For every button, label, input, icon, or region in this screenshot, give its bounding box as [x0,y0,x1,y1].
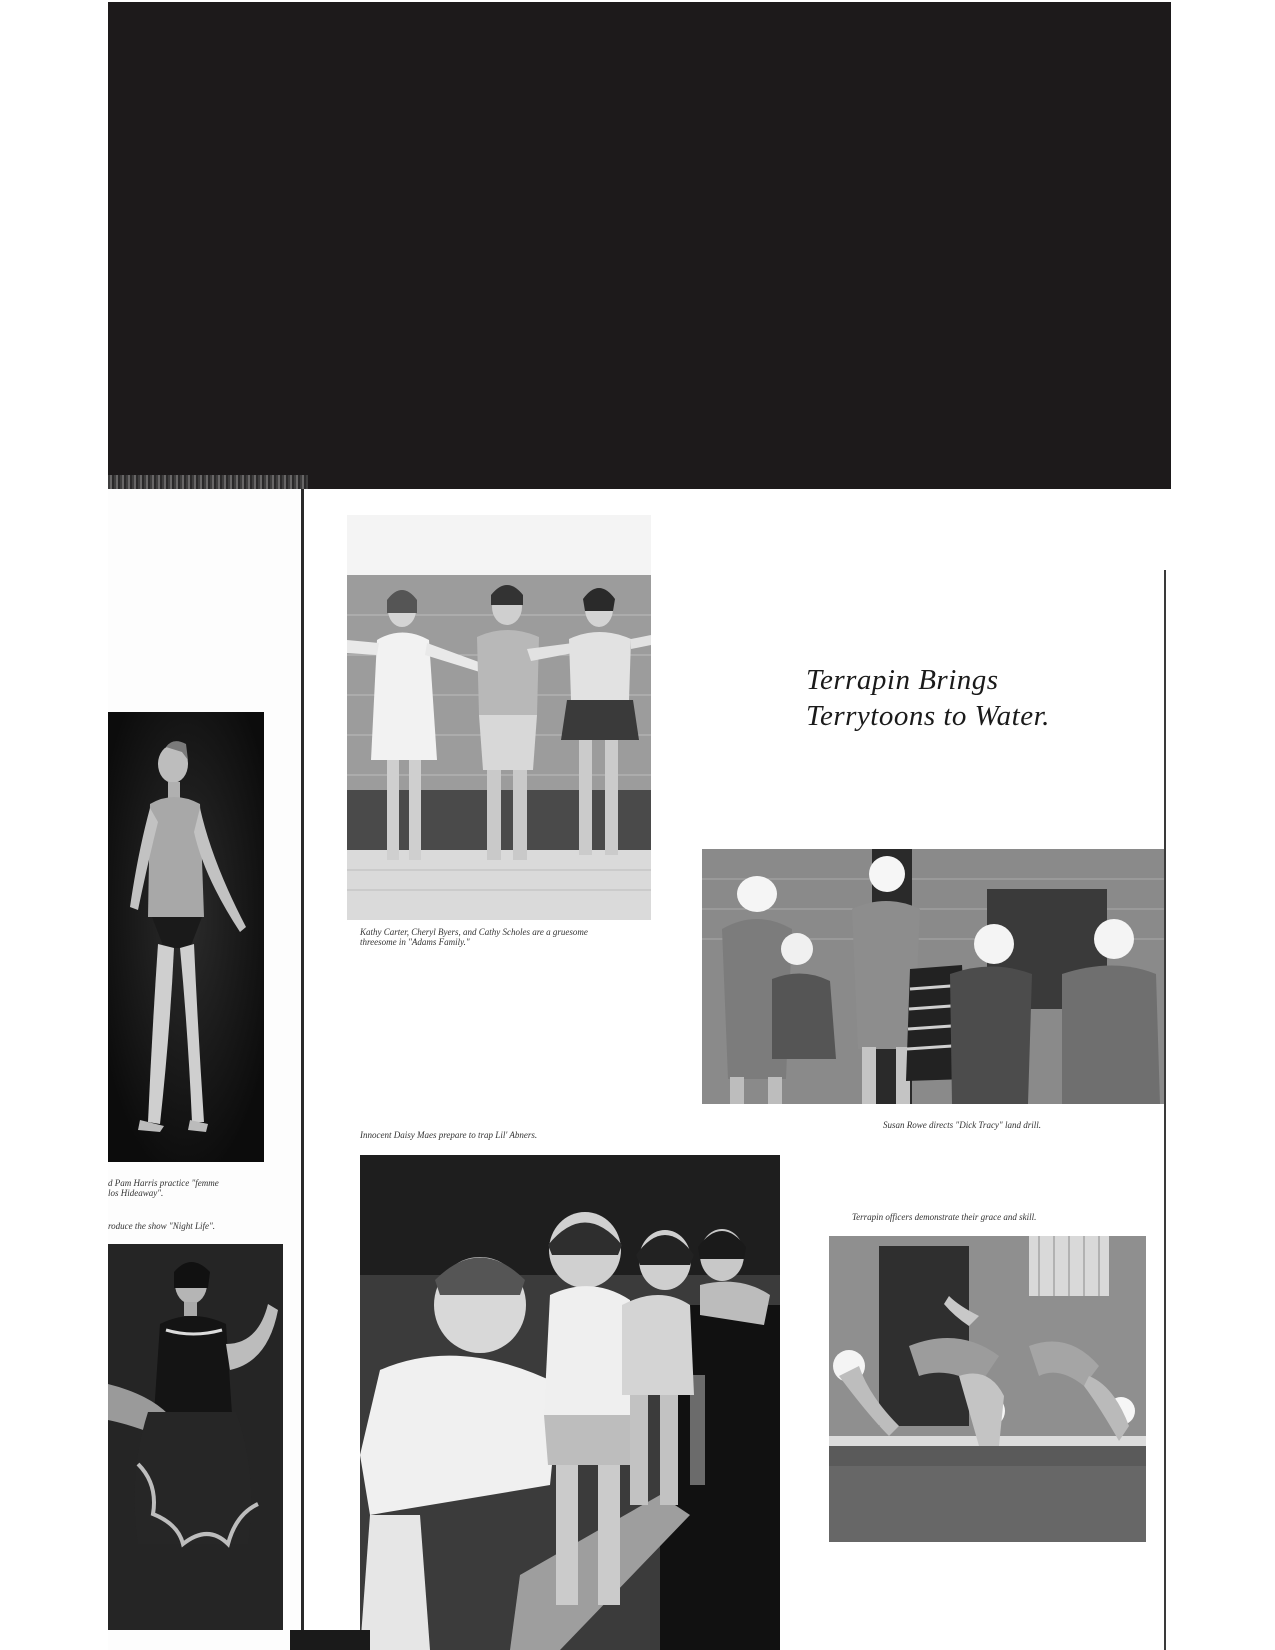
photo-daisy-maes [360,1155,780,1650]
caption-left-line2: los Hideaway". [108,1188,164,1198]
caption-left-night-life: roduce the show "Night Life". [108,1221,215,1231]
caption-left-line1: d Pam Harris practice "femme [108,1178,219,1188]
dark-photo-band [108,2,1171,489]
caption-adams-family: Kathy Carter, Cheryl Byers, and Cathy Scholes are a gruesome threesome in "Adams Family." [360,927,588,947]
headline-line-1: Terrapin Brings [806,664,999,696]
photo-terrapin-officers [829,1236,1146,1542]
headline-line-2: Terrytoons to Water. [806,700,1050,732]
photo-adams-family [347,515,651,920]
bottom-corner-shadow [290,1630,370,1650]
page-gutter [301,489,304,1650]
caption-dick-tracy: Susan Rowe directs "Dick Tracy" land drill. [883,1120,1041,1130]
page-headline [806,662,1146,734]
photo-swimsuit-performer [108,712,264,1162]
caption-left-femme [108,1178,258,1198]
caption-officers: Terrapin officers demonstrate their grace and skill. [852,1212,1037,1222]
photo-dick-tracy-drill [702,849,1164,1104]
caption-daisy-maes: Innocent Daisy Maes prepare to trap Lil' Abners. [360,1130,538,1140]
page-edge [1164,570,1166,1650]
torn-edge [108,475,308,489]
photo-dancer [108,1244,283,1630]
